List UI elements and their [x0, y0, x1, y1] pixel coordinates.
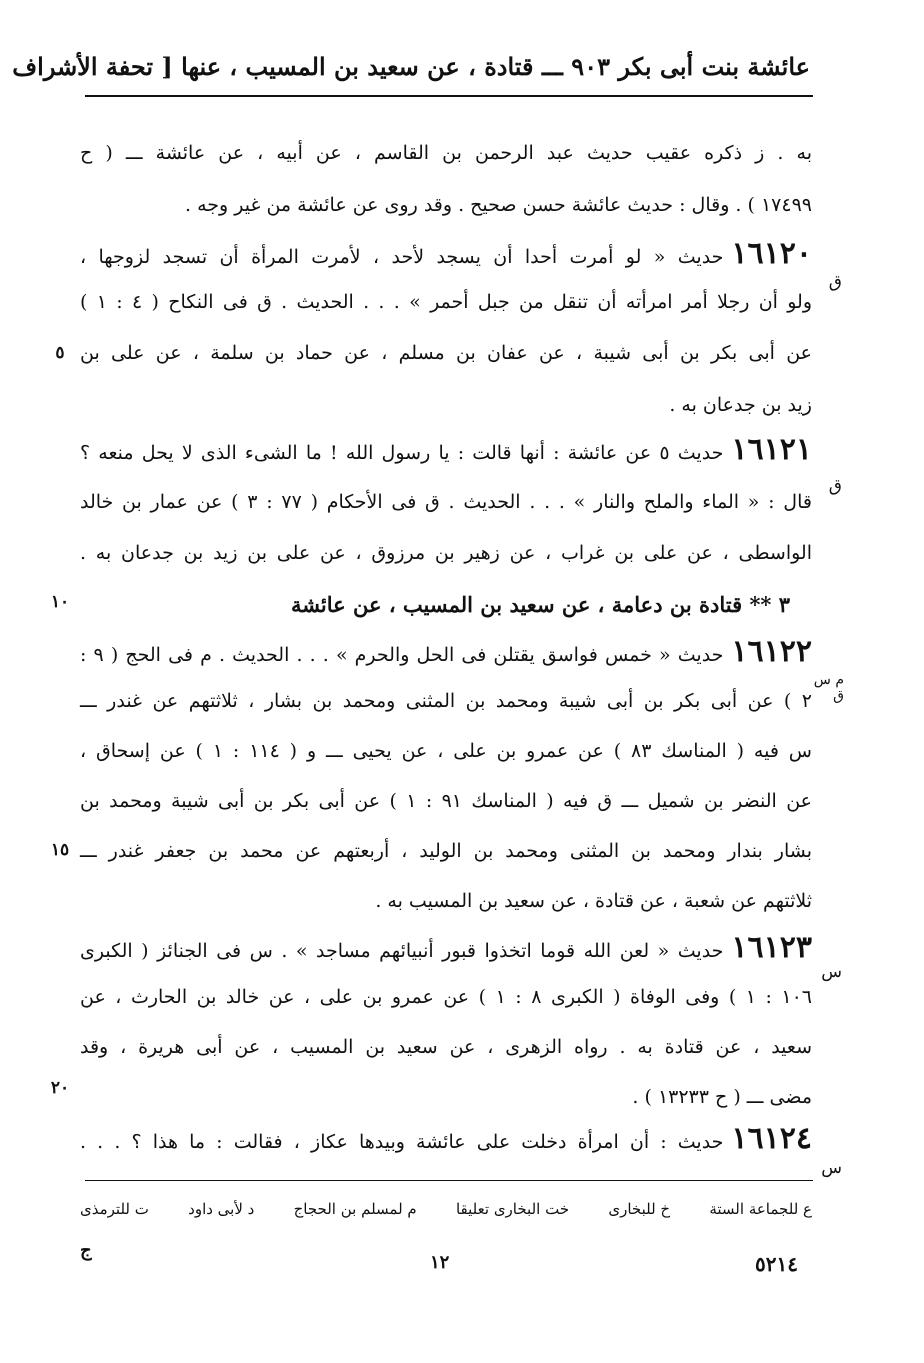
sigla-legend	[80, 1192, 812, 1226]
line-number: ١٥	[50, 840, 70, 860]
text-line: حديث ٥ عن عائشة : أنها قالت : يا رسول الله ! ما الشىء الذى لا يحل منعه ؟	[80, 442, 724, 464]
text-line: بشار بندار ومحمد بن المثنى ومحمد بن الوليد ، أربعتهم عن محمد بن جعفر غندر ـــ	[80, 840, 812, 862]
legend-item: م لمسلم بن الحجاج	[293, 1200, 417, 1218]
legend-item: خ للبخارى	[608, 1200, 671, 1218]
line-number: ١٠	[50, 592, 70, 612]
text-line: مضى ـــ ( ح ١٣٢٣٣ ) .	[632, 1086, 812, 1108]
margin-siglum: ق	[828, 272, 842, 292]
hadith-16120	[80, 232, 812, 276]
hadith-16122	[80, 630, 812, 674]
margin-siglum: ق	[828, 476, 842, 496]
text-line: زيد بن جدعان به .	[669, 394, 812, 416]
legend-item: ت للترمذى	[80, 1200, 149, 1218]
hadith-number: ١٦١٢١	[731, 432, 812, 467]
legend-item: خت البخارى تعليقا	[455, 1200, 570, 1218]
page-code: ٥٢١٤	[755, 1252, 798, 1276]
hadith-number: ١٦١٢٣	[731, 930, 812, 965]
text-line: ١٧٤٩٩ ) . وقال : حديث عائشة حسن صحيح . وقد روى عن عائشة من غير وجه .	[185, 194, 812, 216]
hadith-16124	[80, 1117, 812, 1161]
text-line: به . ز ذكره عقيب حديث عبد الرحمن بن القاسم ، عن أبيه ، عن عائشة ـــ ( ح	[80, 142, 812, 164]
legend-item: د لأبى داود	[188, 1200, 255, 1218]
text-line: حديث « خمس فواسق يقتلن فى الحل والحرم » . . . الحديث . م فى الحج ( ٩ :	[80, 644, 724, 666]
text-line: ولو أن رجلا أمر امرأته أن تنقل من جبل أحمر » . . . الحديث . ق فى النكاح ( ٤ : ١ )	[80, 291, 813, 313]
margin-siglum: س	[821, 962, 842, 982]
text-line: قال : « الماء والملح والنار » . . . الحديث . ق فى الأحكام ( ٧٧ : ٣ ) عن عمار بن خالد	[80, 491, 812, 513]
text-line: عن أبى بكر بن أبى شيبة ، عن عفان بن مسلم ، عن حماد بن سلمة ، عن على بن	[80, 342, 812, 364]
hadith-number: ١٦١٢٢	[731, 634, 812, 669]
margin-siglum: س	[821, 1158, 842, 1178]
hadith-number: ١٦١٢٤	[731, 1121, 812, 1156]
running-header: عائشة بنت أبى بكر ٩٠٣ ـــ قتادة ، عن سعيد بن المسيب ، عنها [ تحفة الأشراف	[12, 52, 810, 81]
page-number: ١٢	[430, 1252, 450, 1273]
text-line: عن النضر بن شميل ـــ ق فيه ( المناسك ٩١ : ١ ) عن أبى بكر بن أبى شيبة ومحمد بن	[80, 790, 813, 812]
text-line: الواسطى ، عن على بن غراب ، عن زهير بن مرزوق ، عن على بن زيد بن جدعان به .	[80, 542, 812, 564]
section-heading: ٣ ** قتادة بن دعامة ، عن سعيد بن المسيب ، عن عائشة	[290, 592, 790, 617]
line-number: ٥	[55, 343, 65, 363]
margin-siglum: م س ق	[813, 672, 844, 704]
footer-rule	[85, 1180, 813, 1181]
text-line: سعيد ، عن قتادة به . رواه الزهرى ، عن سعيد بن المسيب ، عن أبى هريرة ، وقد	[80, 1036, 812, 1058]
text-line: ثلاثتهم عن شعبة ، عن قتادة ، عن سعيد بن المسيب به .	[375, 890, 812, 912]
hadith-16121	[80, 428, 812, 472]
header-rule	[85, 95, 813, 97]
signature-mark: ج	[80, 1240, 92, 1261]
text-line: حديث « لعن الله قوما اتخذوا قبور أنبيائهم مساجد » . س فى الجنائز ( الكبرى	[80, 940, 724, 962]
legend-item: ع للجماعة الستة	[709, 1200, 812, 1218]
hadith-16123	[80, 926, 812, 970]
text-line: حديث « لو أمرت أحدا أن يسجد لأحد ، لأمرت المرأة أن تسجد لزوجها ،	[80, 246, 724, 268]
text-line: ٢ ) عن أبى بكر بن أبى شيبة ومحمد بن المثنى ومحمد بن بشار ، ثلاثتهم عن غندر ـــ	[80, 690, 812, 712]
hadith-number: ١٦١٢٠	[731, 236, 812, 271]
line-number: ٢٠	[50, 1078, 70, 1098]
text-line: حديث : أن امرأة دخلت على عائشة وبيدها عكاز ، فقالت : ما هذا ؟ . . .	[80, 1131, 724, 1153]
text-line: س فيه ( المناسك ٨٣ ) عن عمرو بن على ، عن يحيى ـــ و ( ١١٤ : ١ ) عن إسحاق ،	[80, 740, 812, 762]
text-line: ١٠٦ : ١ ) وفى الوفاة ( الكبرى ٨ : ١ ) عن عمرو بن على ، عن خالد بن الحارث ، عن	[80, 986, 813, 1008]
